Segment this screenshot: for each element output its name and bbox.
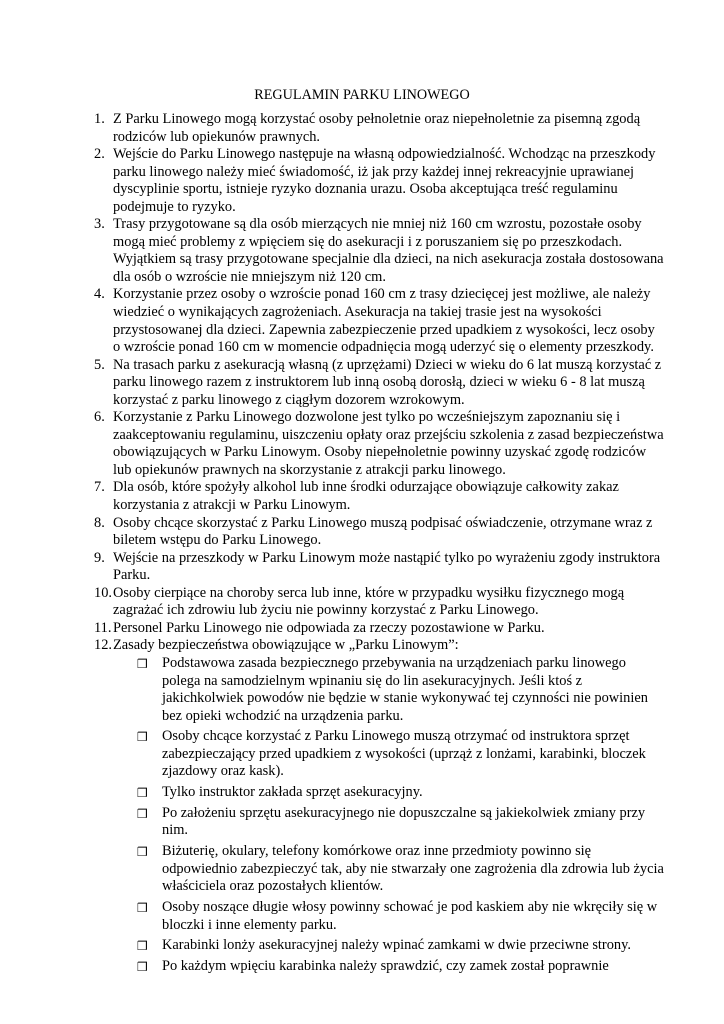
rule-number: 11. [94, 619, 112, 636]
rule-number: 12. [94, 637, 112, 654]
checkbox-bullet-icon: ❒ [137, 901, 148, 915]
rule-text: Osoby chcące skorzystać z Parku Linowego muszą podpisać oświadczenie, otrzymane wraz z biletem wstępu do Parku Linowego. [113, 514, 653, 549]
subrule-text: Po założeniu sprzętu asekuracyjnego nie dopuszczalne są jakiekolwiek zmiany przy nim. [162, 804, 646, 839]
rule-item [94, 357, 664, 410]
subrule-text: Karabinki lonży asekuracyjnej należy wpinać zamkami w dwie przeciwne strony. [162, 937, 631, 954]
rule-item [94, 585, 664, 620]
rule-text: Wejście na przeszkody w Parku Linowym może nastąpić tylko po wyrażeniu zgody instruktora Parku. [113, 549, 661, 584]
rule-text: Zasady bezpieczeństwa obowiązujące w „Parku Linowym”: [113, 637, 459, 654]
rule-text: Korzystanie przez osoby o wzroście ponad 160 cm z trasy dziecięcej jest możliwe, ale należy wiedzieć o wynikających zagrożeniach. Asekuracja na takiej trasie jest na wysokości przystosowanej dla dzieci. Zapewnia zabezpieczenie przed upadkiem z wysokości, lecz osoby o wzroście ponad 160 cm w momencie odpadnięcia mogą uderzyć się o elementy przeszkody. [113, 286, 655, 356]
checkbox-bullet-icon: ❒ [137, 656, 148, 671]
checkbox-bullet-icon: ❒ [137, 939, 148, 954]
rule-item [94, 479, 664, 514]
rule-item [94, 620, 664, 638]
checkbox-bullet-icon: ❒ [137, 845, 148, 860]
rule-text: Na trasach parku z asekuracją własną (z uprzężami) Dzieci w wieku do 6 lat muszą korzystać z parku linowego razem z instruktorem lub inną osobą dorosłą, dzieci w wieku 6 - 8 lat muszą korzystać z parku linowego z ciągłym dozorem wzrokowym. [113, 356, 662, 408]
rule-item [94, 409, 664, 479]
list-item [137, 843, 664, 896]
rule-text: Z Parku Linowego mogą korzystać osoby pełnoletnie oraz niepełnoletnie za pisemną zgodą rodziców lub opiekunów prawnych. [113, 111, 641, 145]
list-item [137, 937, 664, 955]
subrule-text: Osoby noszące długie włosy powinny schować je pod kaskiem aby nie wkręciły się w bloczki i inne elementy parku. [162, 899, 658, 933]
rule-item [94, 286, 664, 356]
rule-item [94, 111, 664, 146]
rules-list [94, 111, 664, 979]
rule-text: Dla osób, które spożyły alkohol lub inne środki odurzające obowiązuje całkowity zakaz korzystania z atrakcji w Parku Linowym. [113, 479, 619, 514]
subrule-text: Tylko instruktor zakłada sprzęt asekuracyjny. [162, 784, 423, 801]
list-item [137, 958, 664, 976]
rule-item [94, 637, 664, 655]
rule-item [94, 550, 664, 585]
checkbox-bullet-icon: ❒ [137, 806, 148, 821]
list-item [137, 728, 664, 781]
checkbox-bullet-icon: ❒ [137, 730, 148, 745]
rule-number: 6. [94, 409, 105, 426]
rule-number: 5. [94, 356, 105, 373]
list-item [137, 784, 664, 802]
subrule-text: Podstawowa zasada bezpiecznego przebywania na urządzeniach parku linowego polega na samodzielnym wpinaniu się do lin asekuracyjnych. Jeśli ktoś z jakichkolwiek powodów nie będzie w stanie wykonywać tej czynności nie powinien bez opieki wchodzić na urządzenia parku. [162, 654, 648, 724]
subrule-text: Po każdym wpięciu karabinka należy sprawdzić, czy zamek został poprawnie [162, 958, 609, 975]
rule-number: 1. [94, 111, 105, 127]
page-title: REGULAMIN PARKU LINOWEGO [254, 87, 470, 103]
rule-number: 4. [94, 286, 105, 303]
rule-item [94, 216, 664, 286]
rule-text: Korzystanie z Parku Linowego dozwolone jest tylko po wcześniejszym zapoznaniu się i zaakceptowaniu regulaminu, uiszczeniu opłaty oraz przejściu szkolenia z zasad bezpieczeństwa obowiązujących w Parku Linowym. Osoby niepełnoletnie powinny uzyskać zgodę rodziców lub opiekunów prawnych na skorzystanie z atrakcji parku linowego. [113, 409, 664, 478]
list-item [137, 805, 664, 840]
rule-number: 9. [94, 549, 105, 566]
rule-number: 2. [94, 146, 105, 163]
rule-text: Wejście do Parku Linowego następuje na własną odpowiedzialność. Wchodząc na przeszkody parku linowego należy mieć świadomość, iż jak przy każdej innej rekreacyjnie uprawianej dyscyplinie sportu, istnieje ryzyko doznania urazu. Osoba akceptująca treść regulaminu podejmuje to ryzyko. [113, 146, 656, 215]
rule-item [94, 146, 664, 216]
rule-number: 10. [94, 584, 112, 601]
rule-text: Osoby cierpiące na choroby serca lub inne, które w przypadku wysiłku fizycznego mogą zagrażać ich zdrowiu lub życiu nie powinny korzystać z Parku Linowego. [113, 584, 625, 619]
subrule-text: Biżuterię, okulary, telefony komórkowe oraz inne przedmioty powinno się odpowiednio zabezpieczyć tak, aby nie stwarzały one zagrożenia dla zdrowia lub życia właściciela oraz pozostałych klientów. [162, 843, 664, 895]
list-item [137, 655, 664, 725]
rule-item [94, 515, 664, 550]
checkbox-bullet-icon: ❒ [137, 786, 148, 801]
rule-text: Personel Parku Linowego nie odpowiada za rzeczy pozostawione w Parku. [113, 619, 545, 636]
rule-number: 3. [94, 216, 105, 233]
rule-text: Trasy przygotowane są dla osób mierzących nie mniej niż 160 cm wzrostu, pozostałe osoby mogą mieć problemy z wpięciem się do asekuracji i z poruszaniem się po przeszkodach. Wyjątkiem są trasy przygotowane specjalnie dla dzieci, na nich asekuracja została dostosowana dla osób o wzroście nie mniejszym niż 120 cm. [113, 216, 664, 285]
subrule-text: Osoby chcące korzystać z Parku Linowego muszą otrzymać od instruktora sprzęt zabezpieczający przed upadkiem z wysokości (uprząż z lonżami, karabinki, bloczek zjazdowy oraz kask). [162, 728, 646, 780]
rule-number: 8. [94, 514, 105, 531]
rule-number: 7. [94, 479, 105, 496]
list-item [137, 899, 664, 934]
checkbox-bullet-icon: ❒ [137, 960, 148, 975]
safety-rules-list [94, 655, 664, 976]
